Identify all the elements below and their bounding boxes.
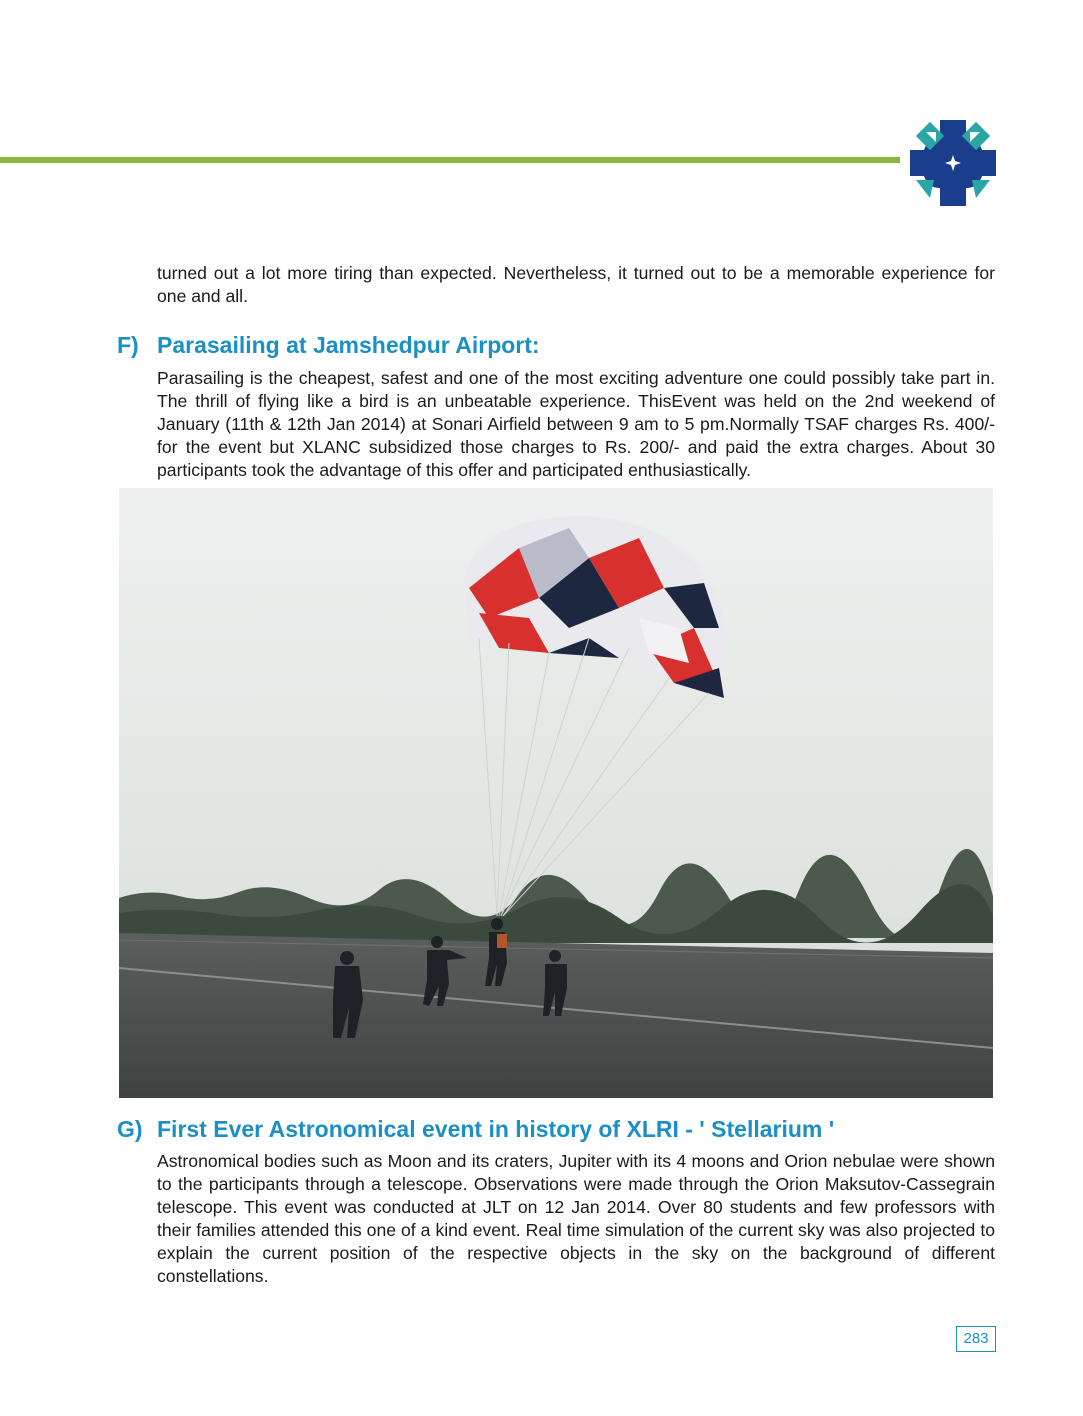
intro-paragraph: turned out a lot more tiring than expected. Nevertheless, it turned out to be a memorable experience for one and all. bbox=[157, 263, 995, 306]
xlri-emblem-icon bbox=[908, 118, 998, 208]
page-number: 283 bbox=[956, 1326, 996, 1352]
section-g-body: Astronomical bodies such as Moon and its craters, Jupiter with its 4 moons and Orion nebulae were shown to the participants through a telescope. Observations were made through the Orion Maksutov-Cassegrain telescope. This event was conducted at JLT on 12 Jan 2014. Over 80 students and few professors with their families attended this one of a kind event. Real time simulation of the current sky was also projected to explain the current position of the respective objects in the sky on the background of different constellations. bbox=[157, 1151, 995, 1286]
parasail-photo bbox=[119, 488, 993, 1098]
section-g-letter: G) bbox=[117, 1116, 143, 1142]
section-f-letter: F) bbox=[117, 332, 139, 358]
section-g-title: First Ever Astronomical event in history of XLRI - ' Stellarium ' bbox=[157, 1116, 835, 1142]
section-f-title: Parasailing at Jamshedpur Airport: bbox=[157, 332, 540, 358]
section-f-body: Parasailing is the cheapest, safest and one of the most exciting adventure one could possibly take part in. The thrill of flying like a bird is an unbeatable experience. ThisEvent was held on the 2nd weekend of January (11th & 12th Jan 2014) at Sonari Airfield between 9 am to 5 pm.Normally TSAF charges Rs. 400/- for the event but XLANC subsidized those charges to Rs. 200/- and paid the extra charges. About 30 participants took the advantage of this offer and participated enthusiastically. bbox=[157, 368, 995, 480]
section-g-heading bbox=[117, 1114, 1017, 1144]
header-green-rule bbox=[0, 157, 900, 163]
section-f-heading bbox=[117, 330, 1017, 360]
